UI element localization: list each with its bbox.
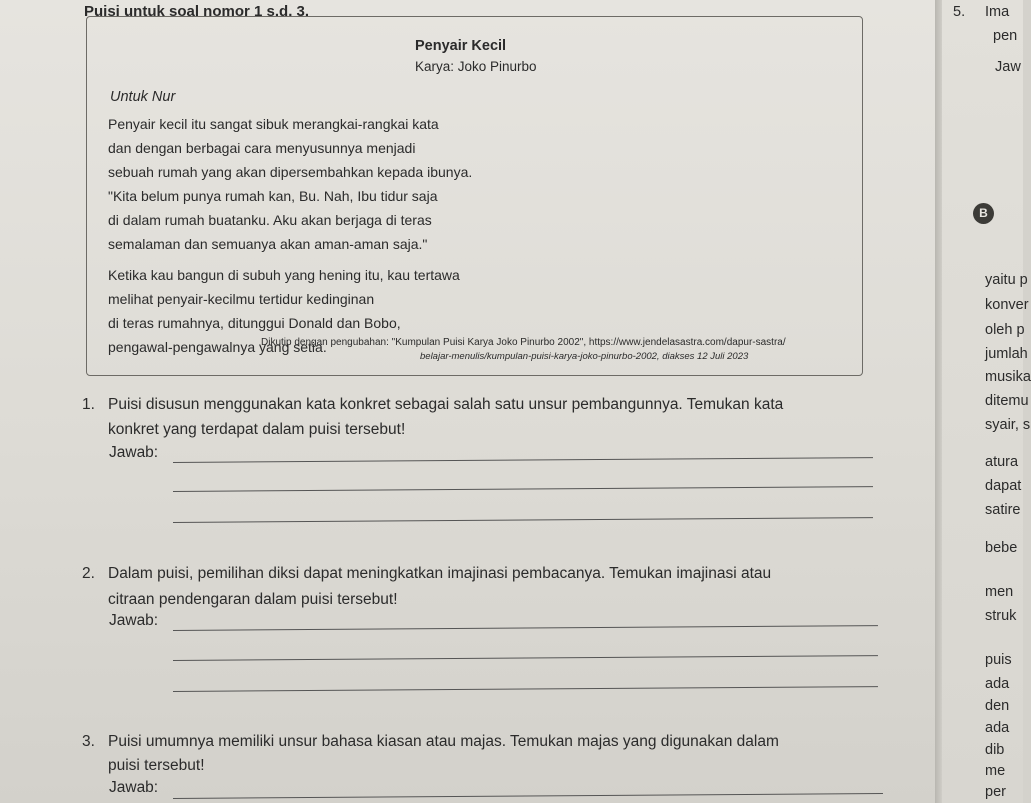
question-number: 1.: [82, 396, 95, 413]
cut-off-text: yaitu p: [985, 272, 1028, 288]
cut-off-text: dib: [985, 742, 1005, 758]
question-text: Puisi disusun menggunakan kata konkret sebagai salah satu unsur pembangunnya. Temukan kata: [108, 396, 784, 413]
poem-source-url: belajar-menulis/kumpulan-puisi-karya-joko-pinurbo-2002, diakses 12 Juli 2023: [420, 351, 749, 362]
cut-off-text: me: [985, 763, 1006, 779]
cut-off-text: den: [985, 698, 1010, 714]
question-text: konkret yang terdapat dalam puisi tersebut!: [108, 421, 406, 438]
poem-line: pengawal-pengawalnya yang setia.: [108, 339, 327, 355]
cut-off-text: bebe: [985, 540, 1018, 556]
answer-line[interactable]: [173, 686, 878, 692]
answer-line[interactable]: [173, 655, 878, 661]
question-number: 3.: [82, 733, 95, 750]
cut-off-text: ditemu: [985, 393, 1029, 409]
cut-off-text: per: [985, 784, 1006, 800]
cut-off-text: atura: [985, 454, 1019, 470]
poem-author: Karya: Joko Pinurbo: [415, 59, 537, 74]
poem-line: semalaman dan semuanya akan aman-aman saja.": [108, 236, 428, 252]
cut-off-text: Jaw: [995, 59, 1021, 75]
question-number: 2.: [82, 565, 95, 582]
poem-line: Penyair kecil itu sangat sibuk merangkai-rangkai kata: [108, 116, 439, 132]
answer-line[interactable]: [173, 793, 883, 799]
section-b-badge: B: [973, 203, 994, 224]
section-header: Puisi untuk soal nomor 1 s.d. 3.: [84, 3, 310, 20]
cut-off-text: oleh p: [985, 322, 1025, 338]
question-text: Dalam puisi, pemilihan diksi dapat meningkatkan imajinasi pembacanya. Temukan imajinasi atau: [108, 565, 772, 582]
answer-line[interactable]: [173, 486, 873, 492]
cut-off-text: jumlah: [985, 346, 1028, 362]
question-text: puisi tersebut!: [108, 757, 205, 774]
right-question-number: 5.: [953, 4, 966, 20]
cut-off-text: pen: [993, 28, 1018, 44]
poem-line: Ketika kau bangun di subuh yang hening itu, kau tertawa: [108, 267, 460, 283]
answer-label: Jawab:: [109, 444, 159, 461]
poem-line: sebuah rumah yang akan dipersembahkan kepada ibunya.: [108, 164, 473, 180]
page-fold: [935, 0, 942, 803]
poem-line: dan dengan berbagai cara menyusunnya menjadi: [108, 140, 416, 156]
cut-off-text: konver: [985, 297, 1029, 313]
answer-line[interactable]: [173, 625, 878, 631]
question-text: citraan pendengaran dalam puisi tersebut!: [108, 591, 398, 608]
question-text: Puisi umumnya memiliki unsur bahasa kiasan atau majas. Temukan majas yang digunakan dalam: [108, 733, 779, 750]
poem-line: di teras rumahnya, ditunggui Donald dan Bobo,: [108, 315, 401, 331]
poem-dedication: Untuk Nur: [110, 89, 176, 105]
cut-off-text: musika: [985, 369, 1031, 385]
answer-label: Jawab:: [109, 612, 159, 629]
right-question-text: Ima: [985, 4, 1010, 20]
cut-off-text: satire: [985, 502, 1021, 518]
answer-label: Jawab:: [109, 779, 159, 796]
poem-line: "Kita belum punya rumah kan, Bu. Nah, Ibu tidur saja: [108, 188, 438, 204]
cut-off-text: puis: [985, 652, 1012, 668]
answer-line[interactable]: [173, 517, 873, 523]
cut-off-text: ada: [985, 676, 1010, 692]
poem-line: melihat penyair-kecilmu tertidur kedinginan: [108, 291, 375, 307]
answer-line[interactable]: [173, 457, 873, 463]
cut-off-text: dapat: [985, 478, 1022, 494]
cut-off-text: syair, s: [985, 417, 1031, 433]
poem-title: Penyair Kecil: [415, 38, 507, 54]
cut-off-text: struk: [985, 608, 1017, 624]
poem-line: di dalam rumah buatanku. Aku akan berjaga di teras: [108, 212, 432, 228]
cut-off-text: ada: [985, 720, 1010, 736]
poem-source: Dikutip dengan pengubahan: "Kumpulan Puisi Karya Joko Pinurbo 2002", https://www.jendelasastra.com/dapur-sastra/: [261, 337, 786, 348]
cut-off-text: men: [985, 584, 1014, 600]
